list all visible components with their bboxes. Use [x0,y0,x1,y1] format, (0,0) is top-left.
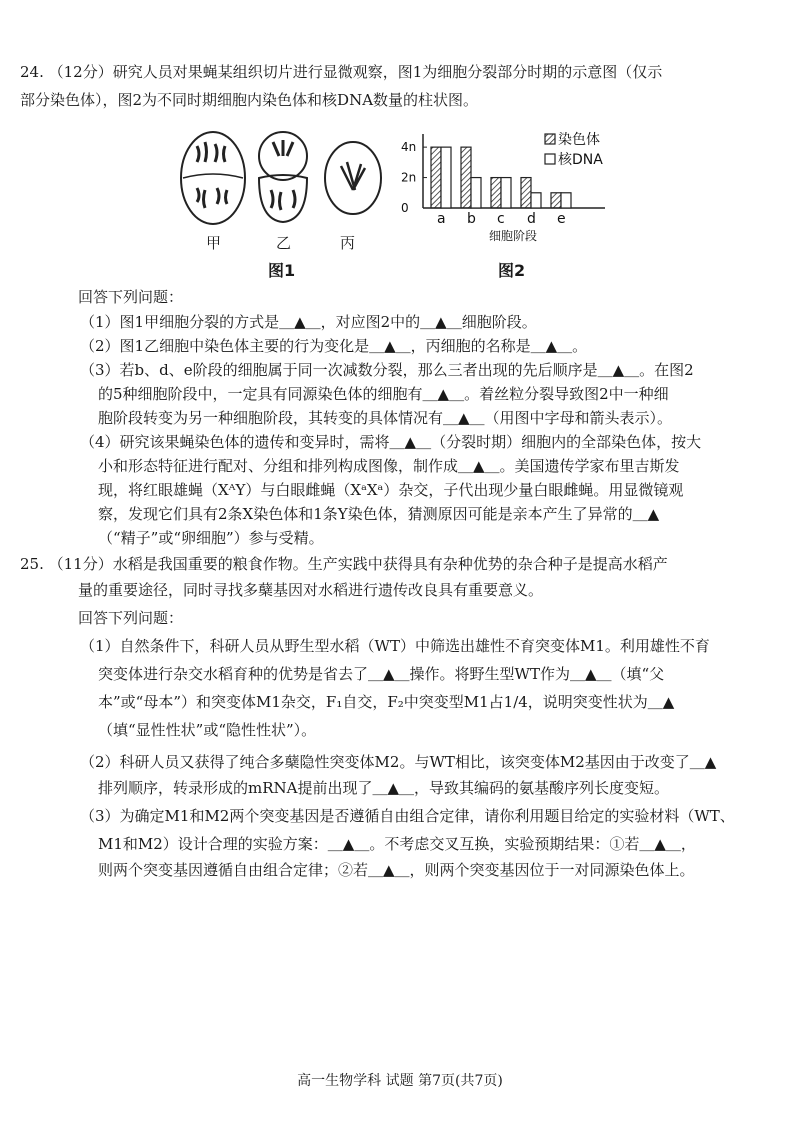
cell-yi-drawing [259,132,307,222]
y-tick-label: 2n [401,170,417,185]
legend-swatch-dna [545,154,555,164]
bar-a-chromosome [431,147,441,208]
cell-label-bing: 丙 [340,234,356,252]
cell-jia-drawing [181,132,245,224]
cell-bing-drawing [325,142,381,214]
q25-line-4: （填“显性性状”或“隐性性状”）。 [98,721,317,739]
q24-line-6: （4）研究该果蝇染色体的遗传和变异时，需将＿▲＿（分裂时期）细胞内的全部染色体，按大 [80,433,702,451]
q24-line-9: 察，发现它们具有2条X染色体和1条Y染色体，猜测原因可能是亲本产生了异常的＿▲ [98,505,660,523]
q25-line-5: （2）科研人员又获得了纯合多蘖隐性突变体M2。与WT相比，该突变体M2基因由于改变了＿▲ [80,753,717,771]
q24-line-1: （1）图1甲细胞分裂的方式是＿▲＿，对应图2中的＿▲＿细胞阶段。 [80,313,537,331]
bar-a-dna [441,147,451,208]
x-tick-label-d: d [527,211,536,227]
figure-1-cells [175,128,390,228]
bar-e-chromosome [551,193,561,208]
y-tick-label: 4n [401,140,417,155]
q25-intro-line2: 量的重要途径，同时寻找多蘖基因对水稻进行遗传改良具有重要意义。 [78,581,544,599]
q24-line-8: 现，将红眼雄蝇（XᴬY）与白眼雌蝇（XᵃXᵃ）杂交，子代出现少量白眼雌蝇。用显微镜观 [98,481,684,499]
y-tick-label: 0 [401,201,409,215]
q25-line-6: 排列顺序，转录形成的mRNA提前出现了＿▲＿，导致其编码的氨基酸序列长度变短。 [98,779,670,797]
figure-2-caption: 图2 [498,261,526,280]
q25-line-7: （3）为确定M1和M2两个突变基因是否遵循自由组合定律，请你利用题目给定的实验材料（WT、 [80,807,735,825]
q25-line-1: （1）自然条件下，科研人员从野生型水稻（WT）中筛选出雄性不育突变体M1。利用雄性不育 [80,637,710,655]
bar-d-chromosome [521,178,531,208]
legend-swatch-chromosome [545,134,555,144]
x-tick-label-b: b [467,211,476,227]
x-tick-label-e: e [557,211,566,227]
bar-d-dna [531,193,541,208]
bar-b-chromosome [461,147,471,208]
legend-label-dna: 核DNA [558,152,603,168]
q24-line-2: （2）图1乙细胞中染色体主要的行为变化是＿▲＿，丙细胞的名称是＿▲＿。 [80,337,588,355]
x-tick-label-a: a [437,211,446,227]
cell-label-yi: 乙 [276,234,292,252]
q25-line-9: 则两个突变基因遵循自由组合定律；②若＿▲＿，则两个突变基因位于一对同源染色体上。 [98,861,695,879]
q25-answer-prompt: 回答下列问题： [78,609,184,627]
q24-line-4: 的5种细胞阶段中，一定具有同源染色体的细胞有＿▲＿。着丝粒分裂导致图2中一种细 [98,385,669,403]
q25-line-3: 本”或“母本”）和突变体M1杂交，F₁自交，F₂中突变型M1占1/4，说明突变性状为＿▲ [98,693,675,711]
bar-e-dna [561,193,571,208]
q24-intro-line2: 部分染色体），图2为不同时期细胞内染色体和核DNA数量的柱状图。 [20,91,479,109]
q24-line-7: 小和形态特征进行配对、分组和排列构成图像，制作成＿▲＿。美国遗传学家布里吉斯发 [98,457,680,475]
bar-b-dna [471,178,481,208]
q25-line-2: 突变体进行杂交水稻育种的优势是省去了＿▲＿操作。将野生型WT作为＿▲＿（填“父 [98,665,665,683]
q24-line-10: （“精子”或“卵细胞”）参与受精。 [98,529,324,547]
figure-1-caption: 图1 [268,261,296,280]
q24-answer-prompt: 回答下列问题： [78,288,184,306]
q24-line-3: （3）若b、d、e阶段的细胞属于同一次减数分裂，那么三者出现的先后顺序是＿▲＿。在图2 [80,361,694,379]
q24-line-5: 胞阶段转变为另一种细胞阶段，其转变的具体情况有＿▲＿（用图中字母和箭头表示）。 [98,409,673,427]
bar-c-dna [501,178,511,208]
figure-2-bar-chart [395,128,640,250]
legend-label-chromosome: 染色体 [558,132,600,148]
q24-intro-line1: 24. （12分）研究人员对果蝇某组织切片进行显微观察，图1为细胞分裂部分时期的示意图（仅示 [20,63,663,81]
x-tick-label-c: c [497,211,505,227]
x-axis-label: 细胞阶段 [489,229,538,243]
bar-c-chromosome [491,178,501,208]
chart-legend [545,131,603,168]
q25-line-8: M1和M2）设计合理的实验方案：＿▲＿。不考虑交叉互换，实验预期结果：①若＿▲＿， [98,835,696,853]
cell-label-jia: 甲 [206,234,222,252]
q25-intro-line1: 25. （11分）水稻是我国重要的粮食作物。生产实践中获得具有杂种优势的杂合种子是提高水稻产 [20,555,668,573]
page-footer: 高一生物学科 试题 第7页(共7页) [297,1073,503,1089]
